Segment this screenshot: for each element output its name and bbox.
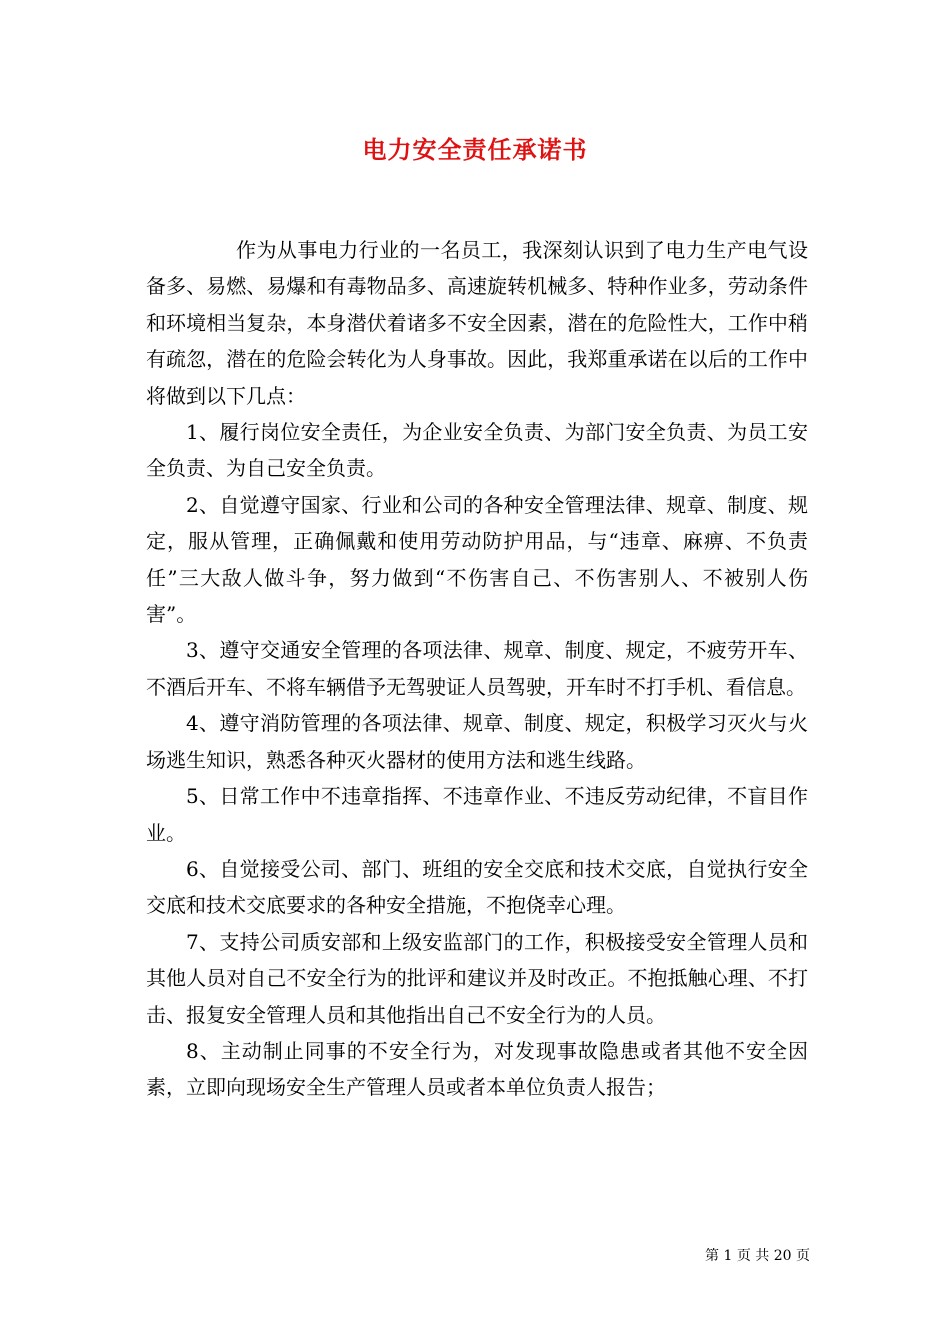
commitment-item-2: 2、自觉遵守国家、行业和公司的各种安全管理法律、规章、制度、规定，服从管理，正确佩戴和使用劳动防护用品，与“违章、麻痹、不负责任”三大敌人做斗争，努力做到“不伤害自己、不伤害别人、不被别人伤害”。 bbox=[146, 492, 808, 627]
commitment-item-8: 8、主动制止同事的不安全行为，对发现事故隐患或者其他不安全因素，立即向现场安全生产管理人员或者本单位负责人报告； bbox=[146, 1038, 808, 1100]
commitment-item-7: 7、支持公司质安部和上级安监部门的工作，积极接受安全管理人员和其他人员对自己不安全行为的批评和建议并及时改正。不抱抵触心理、不打击、报复安全管理人员和其他指出自己不安全行为的人员。 bbox=[146, 929, 808, 1027]
page-number: 第 1 页 共 20 页 bbox=[705, 1248, 810, 1264]
document-body bbox=[146, 232, 808, 1106]
document-title: 电力安全责任承诺书 bbox=[362, 135, 588, 164]
commitment-item-4: 4、遵守消防管理的各项法律、规章、制度、规定，积极学习灭火与火场逃生知识，熟悉各种灭火器材的使用方法和逃生线路。 bbox=[146, 711, 808, 772]
commitment-item-5: 5、日常工作中不违章指挥、不违章作业、不违反劳动纪律，不盲目作业。 bbox=[146, 784, 808, 845]
commitment-item-6: 6、自觉接受公司、部门、班组的安全交底和技术交底，自觉执行安全交底和技术交底要求的各种安全措施，不抱侥幸心理。 bbox=[146, 856, 808, 918]
intro-paragraph: 作为从事电力行业的一名员工，我深刻认识到了电力生产电气设备多、易燃、易爆和有毒物品多、高速旋转机械多、特种作业多，劳动条件和环境相当复杂，本身潜伏着诸多不安全因素，潜在的危险性大，工作中稍有疏忽，潜在的危险会转化为人身事故。因此，我郑重承诺在以后的工作中将做到以下几点： bbox=[146, 238, 808, 408]
commitment-item-1: 1、履行岗位安全责任，为企业安全负责、为部门安全负责、为员工安全负责、为自己安全负责。 bbox=[146, 420, 808, 481]
commitment-item-3: 3、遵守交通安全管理的各项法律、规章、制度、规定，不疲劳开车、不酒后开车、不将车辆借予无驾驶证人员驾驶，开车时不打手机、看信息。 bbox=[146, 638, 808, 699]
